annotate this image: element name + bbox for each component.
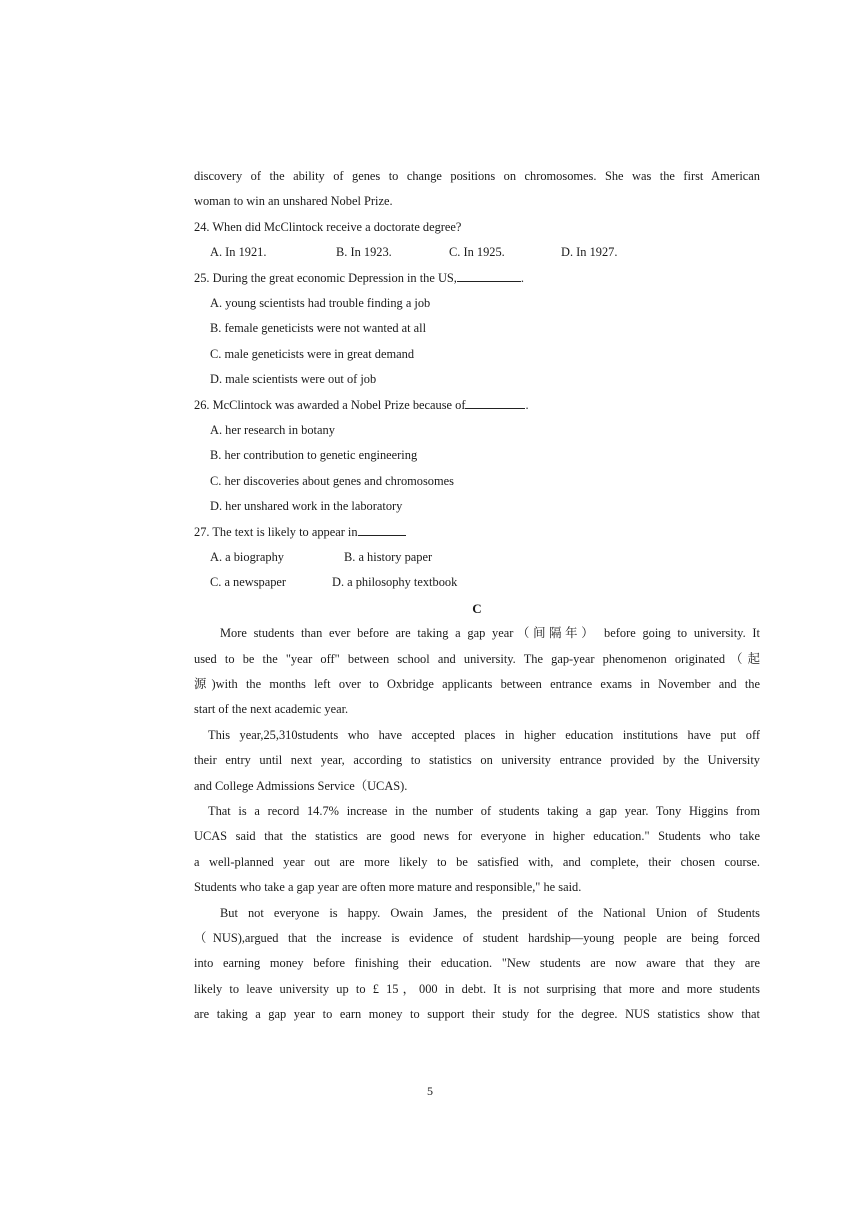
- passage-line: woman to win an unshared Nobel Prize.: [194, 194, 393, 209]
- paragraph-line: This year,25,310students who have accepted places in higher education institutions have put off: [208, 727, 760, 742]
- option-a: A. In 1921.: [210, 245, 267, 260]
- paragraph-line: likely to leave university up to £ 15，000 in debt. It is not surprising that more and more students: [194, 981, 760, 996]
- stem-text: 25. During the great economic Depression in the US,: [194, 270, 457, 285]
- stem-end: .: [525, 397, 529, 412]
- passage-line: discovery of the ability of genes to change positions on chromosomes. She was the first American: [194, 169, 760, 183]
- option-b: B. a history paper: [344, 550, 433, 565]
- question-24-stem: 24. When did McClintock receive a doctorate degree?: [194, 219, 462, 234]
- answer-blank: [358, 521, 406, 536]
- paragraph-line: （NUS),argued that the increase is evidence of student hardship—young people are being forced: [194, 931, 760, 946]
- paragraph-line: their entry until next year, according to statistics on university entrance provided by the University: [194, 753, 760, 768]
- paragraph-line: Students who take a gap year are often more mature and responsible," he said.: [194, 880, 582, 895]
- paragraph-line: 源)with the months left over to Oxbridge applicants between entrance exams in November and the: [194, 677, 760, 692]
- paragraph-line: a well-planned year out are more likely to be satisfied with, and complete, their chosen course.: [194, 854, 760, 869]
- question-24-options: [194, 240, 760, 265]
- option-b: B. her contribution to genetic engineering: [210, 448, 418, 463]
- option-c: C. male geneticists were in great demand: [210, 346, 415, 361]
- paragraph-line: That is a record 14.7% increase in the number of students taking a gap year. Tony Higgins from: [208, 804, 760, 819]
- paragraph-line: More students than ever before are taking a gap year（间隔年） before going to university. It: [220, 626, 760, 641]
- question-27-options: [194, 545, 760, 570]
- option-b: B. female geneticists were not wanted at all: [210, 321, 427, 336]
- option-c: C. In 1925.: [449, 245, 505, 260]
- page-number: 5: [427, 1084, 433, 1098]
- option-d: D. In 1927.: [561, 245, 618, 260]
- question-27-options: [194, 570, 760, 595]
- stem-text: 26. McClintock was awarded a Nobel Prize because of: [194, 397, 466, 412]
- option-c: C. her discoveries about genes and chromosomes: [210, 473, 454, 488]
- answer-blank: [465, 394, 525, 409]
- question-27-stem: [194, 520, 760, 545]
- page-content: [194, 164, 760, 1028]
- option-a: A. young scientists had trouble finding a job: [210, 296, 431, 311]
- section-heading: C: [472, 600, 482, 616]
- paragraph-line: into earning money before finishing their education. "New students are now aware that they are: [194, 956, 760, 971]
- question-26-stem: [194, 393, 760, 418]
- stem-end: .: [520, 270, 525, 285]
- paragraph-line: and College Admissions Service（UCAS).: [194, 778, 408, 793]
- option-d: D. a philosophy textbook: [332, 575, 458, 590]
- question-25-stem: [194, 266, 760, 291]
- option-d: D. male scientists were out of job: [210, 372, 377, 387]
- paragraph-line: used to be the "year off" between school and university. The gap-year phenomenon originated（起: [194, 651, 760, 666]
- option-d: D. her unshared work in the laboratory: [210, 499, 403, 514]
- option-a: A. a biography: [210, 550, 284, 565]
- paragraph-line: are taking a gap year to earn money to support their study for the degree. NUS statistics show that: [194, 1007, 760, 1022]
- option-b: B. In 1923.: [336, 245, 392, 260]
- paragraph-line: UCAS said that the statistics are good news for everyone in higher education." Students who take: [194, 829, 760, 844]
- option-c: C. a newspaper: [210, 575, 287, 590]
- stem-text: 27. The text is likely to appear in: [194, 524, 358, 539]
- paragraph-line: start of the next academic year.: [194, 702, 349, 717]
- answer-blank: [457, 267, 521, 282]
- paragraph-line: But not everyone is happy. Owain James, the president of the National Union of Students: [220, 905, 760, 920]
- option-a: A. her research in botany: [210, 423, 335, 438]
